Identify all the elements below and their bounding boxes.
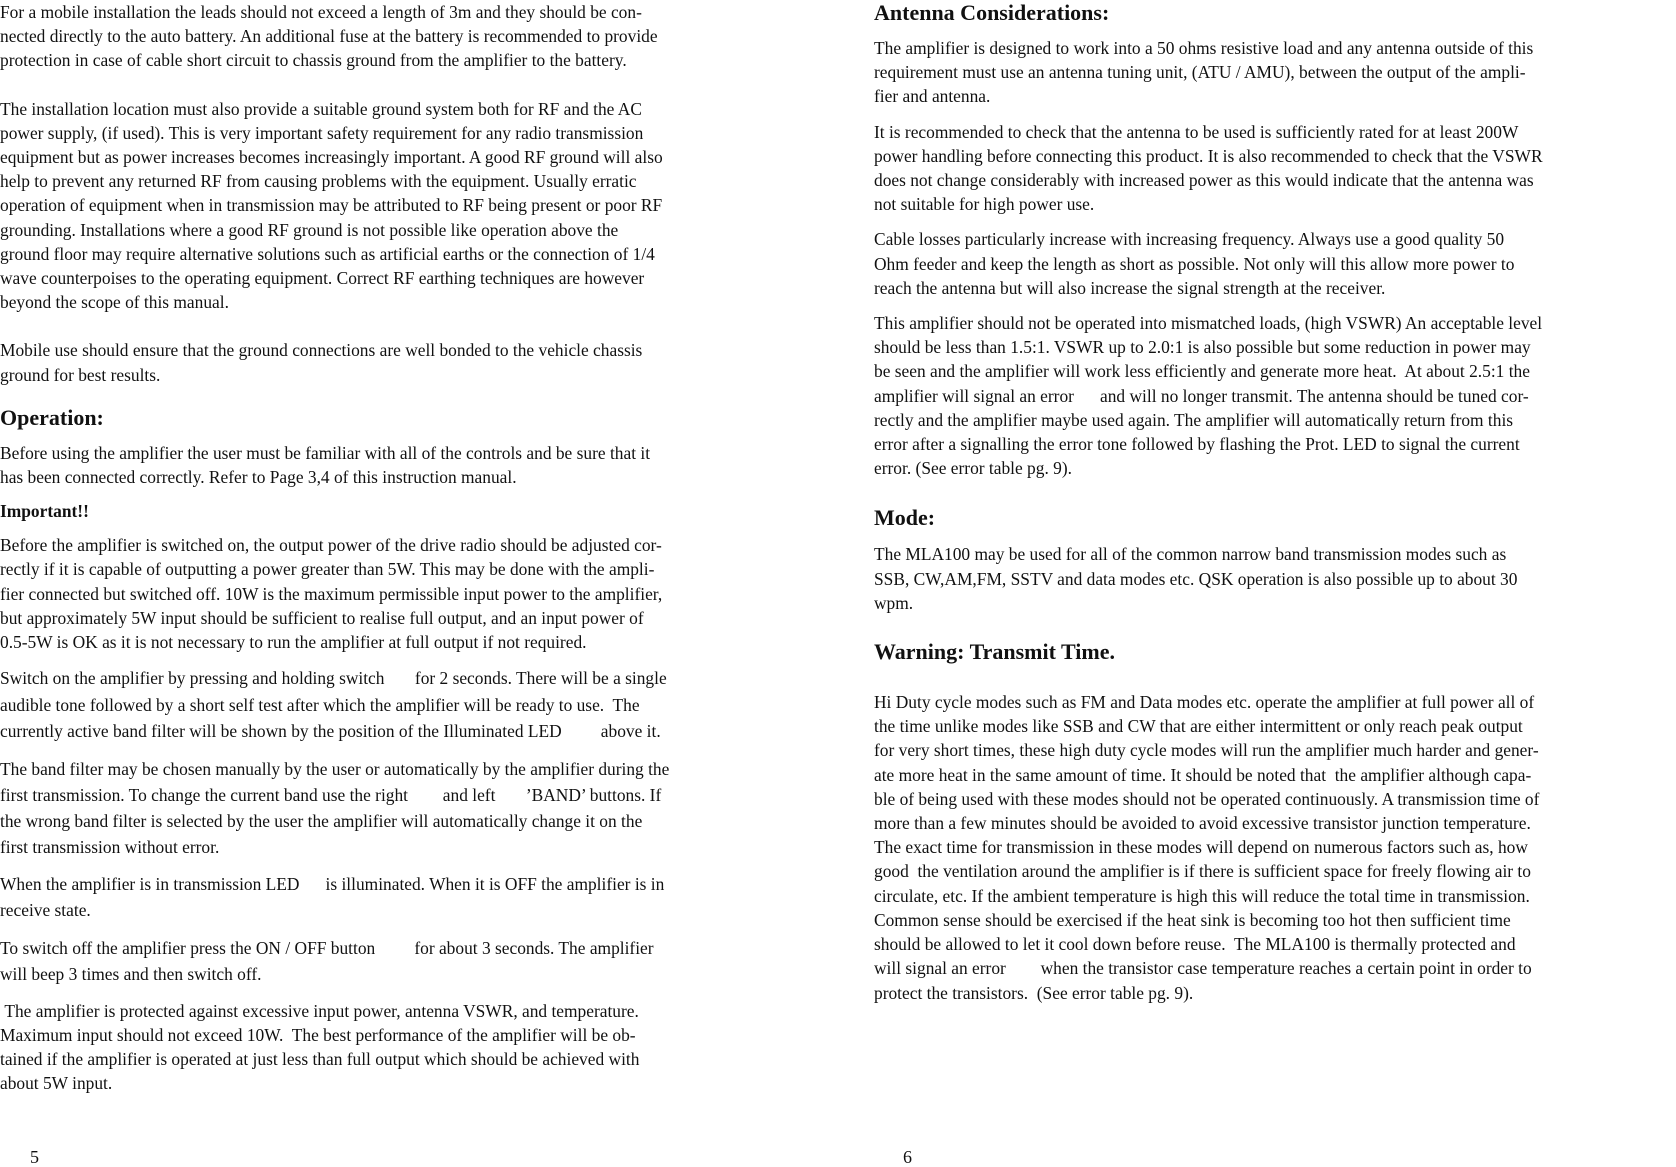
mobile-installation-paragraph: For a mobile installation the leads should not exceed a length of 3m and they should be con- nected directly to the auto battery. An additional fuse at the battery is recommended to provide protection in case of cable short circuit to chassis ground from the amplifier to the battery. xyxy=(0,2,658,71)
operation-heading: Operation: xyxy=(0,404,104,430)
mobile-use-paragraph: Mobile use should ensure that the ground connections are well bonded to the vehicle chassis ground for best results. xyxy=(0,340,643,385)
drive-power-paragraph: Before the amplifier is switched on, the output power of the drive radio should be adjusted cor- rectly if it is capable of outputting a power greater than 5W. This may be done with the ampli- fier connected but switched off. 10W is the maximum permissible input power to the amplifier, but approximately 5W input should be sufficient to realise full output, and an input power of 0.5-5W is OK as it is not necessary to run the amplifier at full output if not required. xyxy=(0,535,663,653)
mode-heading: Mode: xyxy=(874,505,936,531)
important-label: Important!! xyxy=(0,501,89,522)
cable-losses-paragraph: Cable losses particularly increase with increasing frequency. Always use a good quality 50 Ohm feeder and keep the length as short as possible. Not only will this allow more power to reach the antenna but will also increase the signal strength at the receiver. xyxy=(874,229,1515,298)
duty-cycle-paragraph: Hi Duty cycle modes such as FM and Data modes etc. operate the amplifier at full power all of the time unlike modes like SSB and CW that are either intermittent or only reach peak output for very short times, these high duty cycle modes will run the amplifier much harder and gener- ate more heat in the same amount of time. It should be noted that the amplifier although capa- ble of being used with these modes should not be operated continuously. A transmission time of more than a few minutes should be avoided to avoid excessive transistor junction temperature. The exact time for transmission in these modes will depend on numerous factors such as, how good the ventilation around the amplifier is if there is sufficient space for freely flowing air to circulate, etc. If the ambient temperature is high this will reduce the total time in transmission. Common sense should be exercised if the heat sink is becoming too hot then sufficient time should be allowed to let it cool down before reuse. The MLA100 is thermally protected and will signal an error when the transistor case temperature reaches a certain point in order to protect the transistors. (See error table pg. 9). xyxy=(874,692,1540,1003)
protection-paragraph: The amplifier is protected against excessive input power, antenna VSWR, and temperature. Maximum input should not exceed 10W. The best performance of the amplifier will be ob- tained if the amplifier is operated at just less than full output which should be achieved with about 5W input. xyxy=(0,1000,640,1094)
right-page xyxy=(874,0,1674,1005)
antenna-considerations-heading: Antenna Considerations: xyxy=(874,0,1110,25)
ground-system-paragraph: The installation location must also provide a suitable ground system both for RF and the AC power supply, (if used). This is very important safety requirement for any radio transmission equipment but as power increases becomes increasingly important. A good RF ground will also help to prevent any returned RF from causing problems with the equipment. Usually erratic operation of equipment when in transmission may be attributed to RF being present or poor RF grounding. Installations where a good RF ground is not possible like operation above the ground floor may require alternative solutions such as artificial earths or the connection of 1/4 wave counterpoises to the operating equipment. Correct RF earthing techniques are however beyond the scope of this manual. xyxy=(0,98,663,313)
page-number-left: 5 xyxy=(30,1147,39,1167)
band-filter-paragraph: The band filter may be chosen manually by the user or automatically by the amplifier during the first transmission. To change the current band use the right and left ’BAND’ buttons. If the wrong band filter is selected by the user the amplifier will automatically change it on the first transmission without error. xyxy=(0,758,670,857)
transmission-led-paragraph: When the amplifier is in transmission LED is illuminated. When it is OFF the amplifier is in receive state. xyxy=(0,873,665,921)
mismatched-loads-paragraph: This amplifier should not be operated into mismatched loads, (high VSWR) An acceptable level should be less than 1.5:1. VSWR up to 2.0:1 is also possible but some reduction in power may be seen and the amplifier will work less efficiently and generate more heat. At about 2.5:1 the amplifier will signal an error and will no longer transmit. The antenna should be tuned cor- rectly and the amplifier maybe used again. The amplifier will automatically return from this error after a signalling the error tone followed by flashing the Prot. LED to signal the current error. (See error table pg. 9). xyxy=(874,313,1543,479)
warning-transmit-time-heading: Warning: Transmit Time. xyxy=(874,639,1116,665)
before-using-paragraph: Before using the amplifier the user must be familiar with all of the controls and be sure that it has been connected correctly. Refer to Page 3,4 of this instruction manual. xyxy=(0,442,651,488)
mode-paragraph: The MLA100 may be used for all of the common narrow band transmission modes such as SSB, CW,AM,FM, SSTV and data modes etc. QSK operation is also possible up to about 30 wpm. xyxy=(874,544,1518,613)
switch-on-paragraph: Switch on the amplifier by pressing and holding switch for 2 seconds. There will be a single audible tone followed by a short self test after which the amplifier will be ready to use. The currently active band filter will be shown by the position of the Illuminated LED above it. xyxy=(0,668,667,742)
antenna-rating-paragraph: It is recommended to check that the antenna to be used is sufficiently rated for at least 200W power handling before connecting this product. It is also recommended to check that the VSWR does not change considerably with increased power as this would indicate that the antenna was not suitable for high power use. xyxy=(874,121,1543,215)
left-page xyxy=(0,0,800,1096)
page-number-right: 6 xyxy=(903,1147,912,1167)
switch-off-paragraph: To switch off the amplifier press the ON / OFF button for about 3 seconds. The amplifier will beep 3 times and then switch off. xyxy=(0,937,654,985)
antenna-load-paragraph: The amplifier is designed to work into a 50 ohms resistive load and any antenna outside of this requirement must use an antenna tuning unit, (ATU / AMU), between the output of the ampli- fier and antenna. xyxy=(874,38,1534,107)
